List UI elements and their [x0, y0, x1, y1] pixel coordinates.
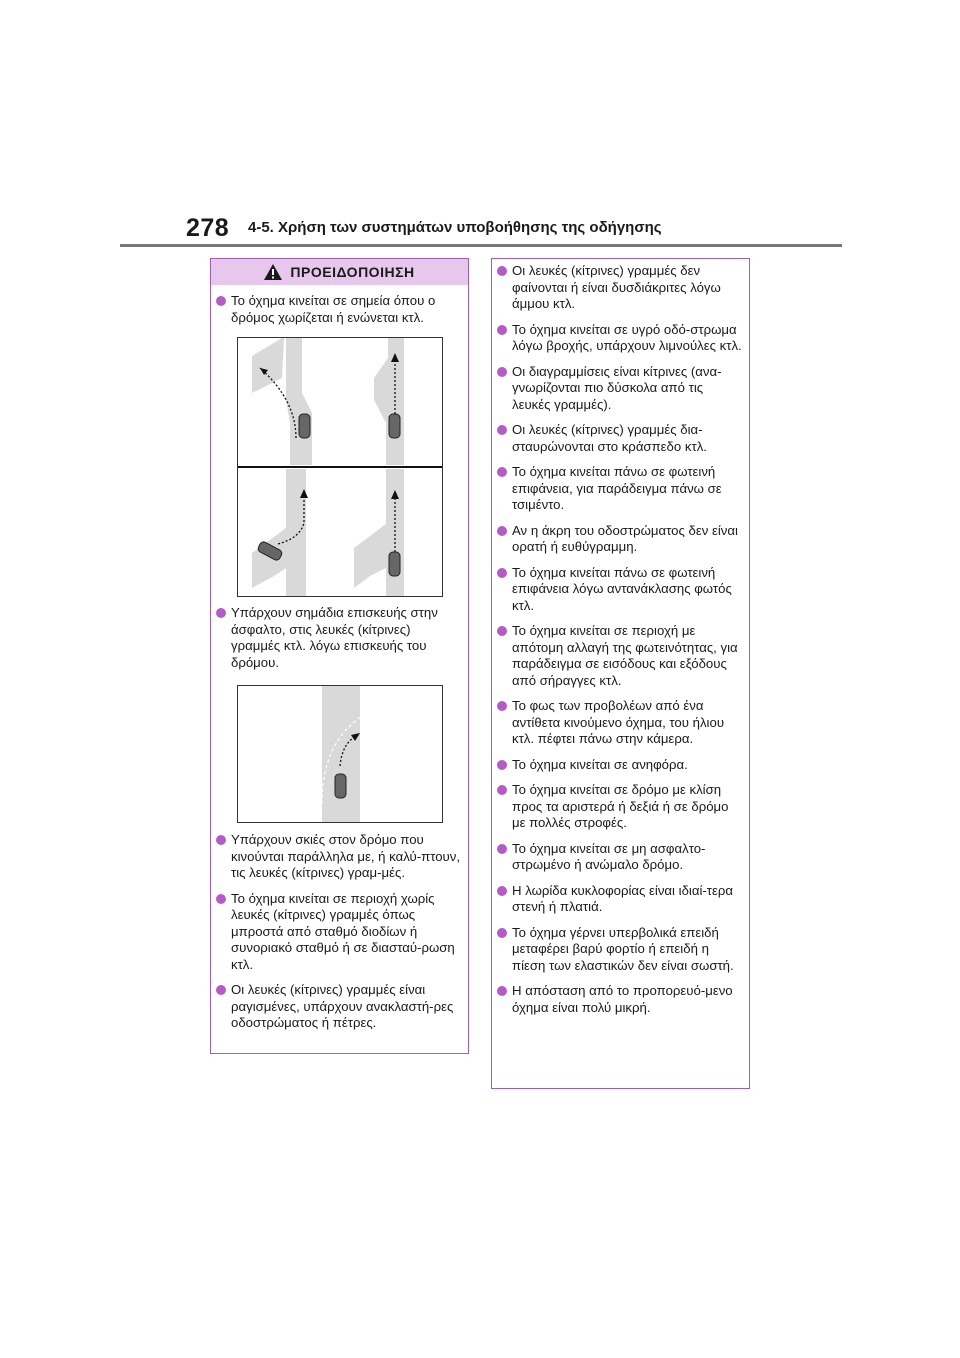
list-item: Οι διαγραμμίσεις είναι κίτρινες (ανα-γνωρίζονται πιο δύσκολα από τις λευκές γραμμές).	[496, 364, 743, 414]
bullet-icon	[497, 701, 507, 711]
list-item: Αν η άκρη του οδοστρώματος δεν είναι ορατή ή ευθύγραμμη.	[496, 523, 743, 556]
bullet-icon	[497, 785, 507, 795]
bullet-icon	[497, 526, 507, 536]
bullet-icon	[497, 760, 507, 770]
list-item: Το όχημα κινείται σε περιοχή με απότομη αλλαγή της φωτεινότητας, για παράδειγμα σε εισόδους και εξόδους από σήραγγες κτλ.	[496, 623, 743, 689]
list-item: Το όχημα γέρνει υπερβολικά επειδή μεταφέρει βαρύ φορτίο ή επειδή η πίεση των ελαστικών δεν είναι σωστή.	[496, 925, 743, 975]
bullet-icon	[497, 568, 507, 578]
list-item: Το όχημα κινείται πάνω σε φωτεινή επιφάνεια λόγω αντανάκλασης φωτός κτλ.	[496, 565, 743, 615]
list-item: Οι λευκές (κίτρινες) γραμμές δεν φαίνονται ή είναι δυσδιάκριτες λόγω άμμου κτλ.	[496, 263, 743, 313]
warning-box-continued	[491, 258, 750, 1089]
bullet-icon	[497, 844, 507, 854]
list-item: Το όχημα κινείται σε μη ασφαλτο-στρωμένο ή ανώμαλο δρόμο.	[496, 841, 743, 874]
bullet-icon	[497, 325, 507, 335]
section-title: 4-5. Χρήση των συστημάτων υποβοήθησης της οδήγησης	[248, 219, 662, 236]
list-item: Οι λευκές (κίτρινες) γραμμές δια-σταυρώνονται στο κράσπεδο κτλ.	[496, 422, 743, 455]
bullet-icon	[497, 886, 507, 896]
list-item: Το όχημα κινείται πάνω σε φωτεινή επιφάνεια, για παράδειγμα πάνω σε τσιμέντο.	[496, 464, 743, 514]
warning-title: ΠΡΟΕΙΔΟΠΟΙΗΣΗ	[290, 264, 415, 280]
list-item: Το όχημα κινείται σε περιοχή χωρίς λευκές (κίτρινες) γραμμές όπως μπροστά από σταθμό διοδίων ή συνοριακό σταθμό ή σε διασταύ-ρωση κτλ.	[215, 891, 462, 974]
list-item: Το όχημα κινείται σε ανηφόρα.	[496, 757, 743, 774]
list-item: Υπάρχουν σκιές στον δρόμο που κινούνται παράλληλα με, ή καλύ-πτουν, τις λευκές (κίτρινες) γραμ-μές.	[215, 832, 462, 882]
bullet-icon	[497, 986, 507, 996]
figure-road-repair	[237, 685, 443, 823]
bullet-icon	[216, 835, 226, 845]
bullet-icon	[497, 928, 507, 938]
header-rule	[120, 244, 842, 247]
list-item: Η λωρίδα κυκλοφορίας είναι ιδιαί-τερα στενή ή πλατιά.	[496, 883, 743, 916]
bullet-icon	[497, 266, 507, 276]
bullet-icon	[216, 985, 226, 995]
list-item: Το όχημα κινείται σε δρόμο με κλίση προς τα αριστερά ή δεξιά ή σε δρόμο με πολλές στροφές.	[496, 782, 743, 832]
bullet-icon	[216, 894, 226, 904]
bullet-icon	[216, 296, 226, 306]
warning-box	[210, 258, 469, 1054]
list-item: Υπάρχουν σημάδια επισκευής στην άσφαλτο, στις λευκές (κίτρινες) γραμμές κτλ. λόγω επισκευής του δρόμου.	[215, 605, 462, 671]
bullet-icon	[497, 367, 507, 377]
figure-road-split-merge	[237, 337, 443, 597]
list-item: Το φως των προβολέων από ένα αντίθετα κινούμενο όχημα, του ήλιου κτλ. πέφτει πάνω στην κάμερα.	[496, 698, 743, 748]
list-item: Το όχημα κινείται σε υγρό οδό-στρωμα λόγω βροχής, υπάρχουν λιμνούλες κτλ.	[496, 322, 743, 355]
bullet-icon	[497, 467, 507, 477]
list-item: Η απόσταση από το προπορευό-μενο όχημα είναι πολύ μικρή.	[496, 983, 743, 1016]
list-item: Οι λευκές (κίτρινες) γραμμές είναι ραγισμένες, υπάρχουν ανακλαστή-ρες οδοστρώματος ή πέτρες.	[215, 982, 462, 1032]
page-number: 278	[186, 214, 230, 242]
page-header	[120, 212, 842, 246]
bullet-icon	[497, 626, 507, 636]
list-item: Το όχημα κινείται σε σημεία όπου ο δρόμος χωρίζεται ή ενώνεται κτλ.	[215, 293, 462, 326]
warning-header	[211, 259, 468, 285]
bullet-icon	[216, 608, 226, 618]
warning-triangle-icon	[264, 264, 282, 280]
bullet-icon	[497, 425, 507, 435]
